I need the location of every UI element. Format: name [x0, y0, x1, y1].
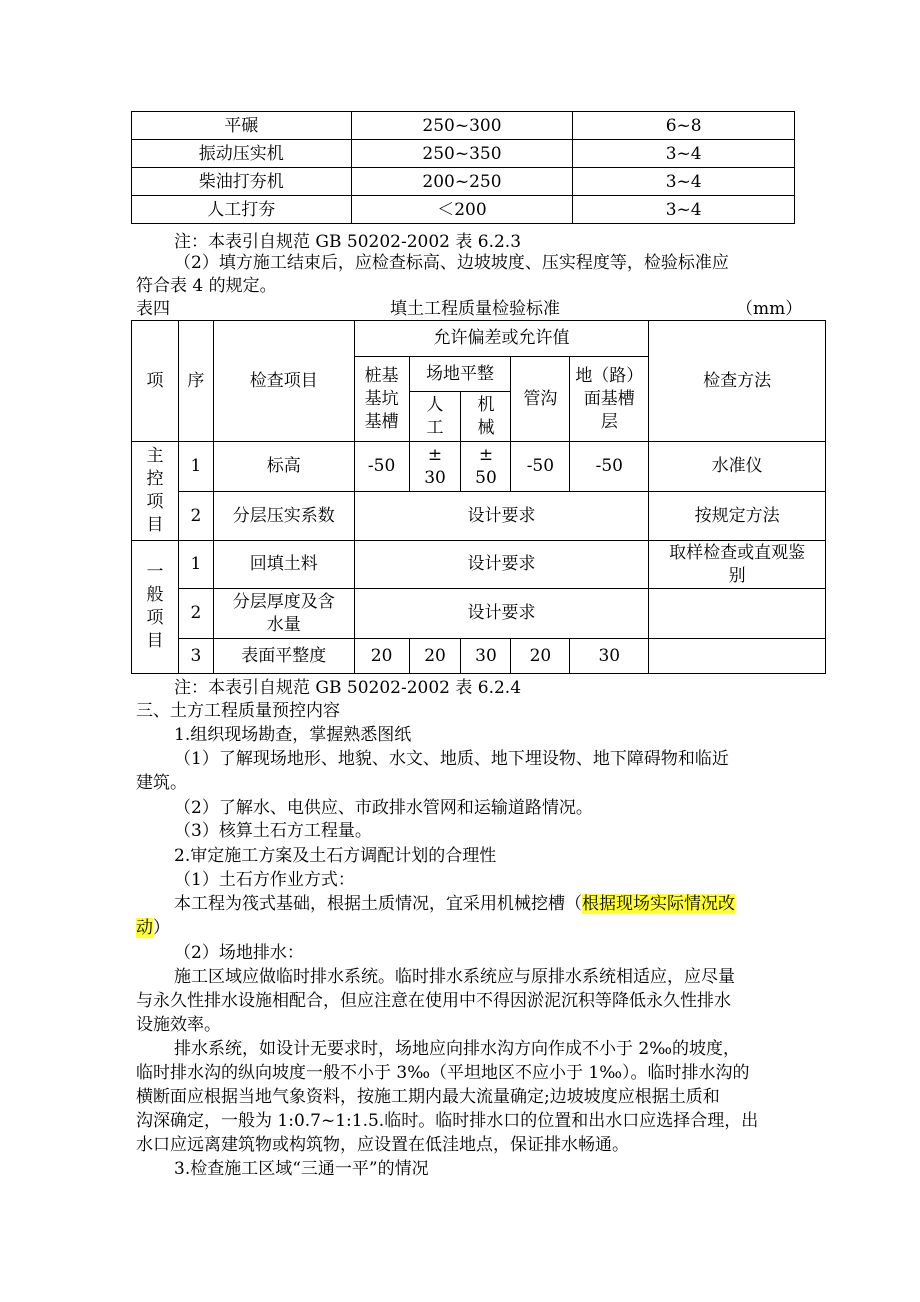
table-cell: 30 — [461, 639, 511, 674]
paragraph-line: 建筑。 — [136, 773, 187, 793]
table-note: 注：本表引自规范 GB 50202-2002 表 6.2.4 — [174, 678, 522, 698]
paragraph-line: （3）核算土石方工程量。 — [174, 821, 372, 841]
table-row — [132, 168, 795, 196]
cell-line: 控 — [146, 469, 164, 489]
cell-line: 工 — [426, 417, 444, 438]
table-cell: 标高 — [213, 442, 354, 492]
paragraph-line: 临时排水沟的纵向坡度一般不小于 3‰（平坦地区不应小于 1‰）。临时排水沟的 — [136, 1063, 750, 1083]
cell-line: 基槽 — [364, 411, 399, 432]
table-row — [132, 492, 826, 541]
fill-quality-table — [131, 320, 826, 674]
paragraph-line: 设施效率。 — [136, 1015, 221, 1035]
table-cell: -50 — [511, 442, 570, 492]
table-note: 注：本表引自规范 GB 50202-2002 表 6.2.3 — [174, 232, 522, 252]
cell-line: 机 — [477, 394, 495, 415]
paragraph-line: （1）土石方作业方式： — [174, 870, 355, 890]
table-cell: -50 — [570, 442, 649, 492]
table-cell: 振动压实机 — [132, 140, 352, 168]
sub-heading: 1.组织现场勘查，掌握熟悉图纸 — [174, 725, 412, 745]
section-heading: 三、土方工程质量预控内容 — [136, 701, 340, 721]
table-cell: 200~250 — [351, 168, 573, 196]
header-cell: 检查项目 — [213, 321, 354, 442]
cell-line: 分层厚度及含 — [232, 591, 335, 612]
header-cell — [354, 357, 409, 442]
cell-line: 50 — [475, 467, 497, 488]
paragraph-line: 符合表 4 的规定。 — [136, 276, 277, 296]
table-cell: 设计要求 — [354, 589, 649, 639]
header-cell: 管沟 — [511, 357, 570, 442]
header-cell: 序 — [178, 321, 213, 442]
group-cell-general — [132, 541, 179, 674]
table-cell: 3~4 — [573, 168, 795, 196]
paragraph-line: 排水系统，如设计无要求时，场地应向排水沟方向作成不小于 2‰的坡度， — [174, 1039, 741, 1059]
highlighted-note: 根据现场实际情况改 — [582, 894, 735, 914]
table-cell — [213, 589, 354, 639]
paragraph-line — [174, 892, 735, 916]
table-label: 表四 — [136, 299, 170, 319]
header-cell: 场地平整 — [409, 357, 511, 392]
table-cell — [409, 442, 461, 492]
table-row — [132, 589, 826, 639]
paragraph-line: （2）场地排水： — [174, 943, 304, 963]
cell-line: 目 — [146, 515, 164, 535]
table-cell: 回填土料 — [213, 541, 354, 589]
sub-heading: 2.审定施工方案及土石方调配计划的合理性 — [174, 846, 497, 866]
paragraph-line: 与永久性排水设施相配合，但应注意在使用中不得因淤泥沉积等降低永久性排水 — [136, 991, 731, 1011]
table-cell: 20 — [409, 639, 461, 674]
table-cell: 20 — [354, 639, 409, 674]
table-row — [132, 442, 826, 492]
cell-line: 一 — [146, 562, 164, 582]
cell-line: 30 — [424, 467, 446, 488]
text-run: 本工程为筏式基础，根据土质情况，宜采用机械挖槽（ — [174, 894, 582, 914]
table-row — [132, 541, 826, 589]
highlighted-note: 动 — [136, 918, 153, 938]
table-cell: 2 — [178, 589, 213, 639]
table-cell: 6~8 — [573, 112, 795, 140]
cell-line: 人 — [426, 394, 444, 415]
table-row — [132, 639, 826, 674]
table-title: 填土工程质量检验标准 — [390, 299, 560, 319]
table-cell: 250~350 — [351, 140, 573, 168]
table-cell: 250~300 — [351, 112, 573, 140]
table-cell: -50 — [354, 442, 409, 492]
paragraph-line: （1）了解现场地形、地貌、水文、地质、地下埋设物、地下障碍物和临近 — [174, 749, 729, 769]
paragraph-line: 横断面应根据当地气象资料，按施工期内最大流量确定;边坡坡度应根据土质和 — [136, 1087, 720, 1107]
compaction-table — [131, 111, 795, 224]
cell-line: ± — [427, 444, 443, 465]
table-cell — [649, 639, 826, 674]
cell-line: 项 — [146, 492, 164, 512]
table-cell — [649, 589, 826, 639]
text-run: ） — [153, 918, 170, 938]
table-cell: 20 — [511, 639, 570, 674]
paragraph-line: 水口应远离建筑物或构筑物，应设置在低洼地点，保证排水畅通。 — [136, 1135, 629, 1155]
paragraph-line: （2）了解水、电供应、市政排水管网和运输道路情况。 — [174, 798, 593, 818]
table-cell — [649, 541, 826, 589]
table-cell: 按规定方法 — [649, 492, 826, 541]
cell-line: 主 — [146, 446, 164, 466]
header-cell: 允许偏差或允许值 — [354, 321, 649, 357]
table-cell: 3~4 — [573, 196, 795, 224]
table-cell: 3~4 — [573, 140, 795, 168]
table-cell: 3 — [178, 639, 213, 674]
table-cell: 柴油打夯机 — [132, 168, 352, 196]
cell-line: 层 — [600, 411, 618, 432]
cell-line: 桩基 — [364, 365, 399, 386]
table-cell: 人工打夯 — [132, 196, 352, 224]
cell-line: 械 — [477, 417, 495, 438]
table-cell: 2 — [178, 492, 213, 541]
paragraph-line — [136, 916, 170, 940]
cell-line: ± — [478, 444, 494, 465]
cell-line: 目 — [146, 631, 164, 651]
table-row — [132, 196, 795, 224]
table-cell: 1 — [178, 541, 213, 589]
table-cell: 表面平整度 — [213, 639, 354, 674]
header-cell — [570, 357, 649, 442]
paragraph-line: 施工区域应做临时排水系统。临时排水系统应与原排水系统相适应，应尽量 — [174, 967, 735, 987]
group-cell-main — [132, 442, 179, 541]
header-cell: 检查方法 — [649, 321, 826, 442]
table-cell: 设计要求 — [354, 492, 649, 541]
cell-line: 般 — [146, 585, 164, 605]
table-unit: （mm） — [736, 299, 803, 319]
sub-heading: 3.检查施工区域“三通一平”的情况 — [174, 1159, 429, 1179]
cell-line: 地（路） — [575, 365, 644, 386]
cell-line: 面基槽 — [583, 388, 635, 409]
table-cell: 水准仪 — [649, 442, 826, 492]
cell-line: 取样检查或直观鉴 — [669, 542, 806, 563]
table-cell: 设计要求 — [354, 541, 649, 589]
cell-line: 别 — [728, 565, 746, 586]
cell-line: 水量 — [266, 614, 301, 635]
header-cell: 项 — [132, 321, 179, 442]
cell-line: 基坑 — [364, 388, 399, 409]
table-cell: 1 — [178, 442, 213, 492]
table-cell: ＜200 — [351, 196, 573, 224]
table-cell: 30 — [570, 639, 649, 674]
table-cell — [461, 442, 511, 492]
table-cell: 平碾 — [132, 112, 352, 140]
table-row — [132, 140, 795, 168]
cell-line: 项 — [146, 608, 164, 628]
table-cell: 分层压实系数 — [213, 492, 354, 541]
header-cell — [461, 392, 511, 442]
table-row — [132, 112, 795, 140]
paragraph-line: 沟深确定，一般为 1:0.7~1:1.5.临时。临时排水口的位置和出水口应选择合理，出 — [136, 1111, 759, 1131]
table-row — [132, 321, 826, 357]
paragraph-line: （2）填方施工结束后，应检查标高、边坡坡度、压实程度等，检验标准应 — [174, 253, 729, 273]
header-cell — [409, 392, 461, 442]
